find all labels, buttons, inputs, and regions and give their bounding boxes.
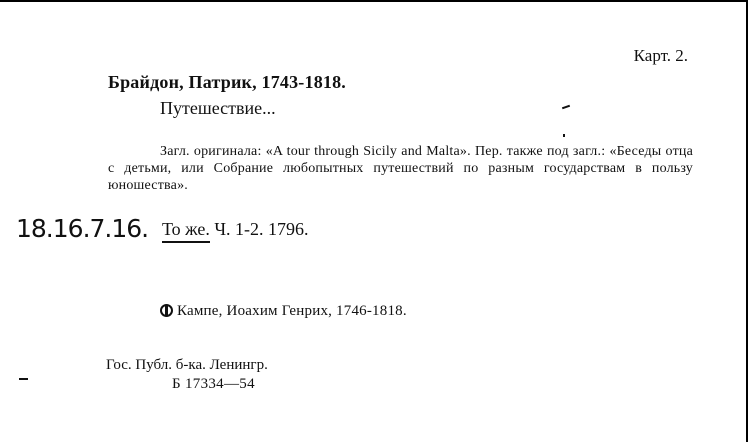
pencil-mark (562, 105, 570, 110)
pencil-mark (19, 378, 28, 380)
card-number: Карт. 2. (633, 46, 688, 65)
same-work-reference: То же. (162, 218, 210, 243)
coauthor-name: Кампе, Иоахим Генрих, 1746-1818. (177, 303, 407, 319)
work-title: Путешествие... (160, 98, 276, 118)
author-heading: Брайдон, Патрик, 1743-1818. (108, 72, 347, 92)
bibliographic-notes: Загл. оригинала: «A tour through Sicily and Malta». Пер. также под загл.: «Беседы отца с детьми, или Собрание любопытных путешествий по разным государствам в пользу юношества». (108, 144, 693, 193)
added-entry-mark-icon (160, 304, 173, 317)
handwritten-shelfmark: 18.16.7.16. (16, 214, 149, 243)
library-name: Гос. Публ. б-ка. Ленингр. (106, 357, 268, 373)
pencil-mark (563, 134, 565, 137)
coauthor-line (160, 302, 407, 320)
volume-line (162, 218, 309, 243)
volume-detail: Ч. 1-2. 1796. (214, 219, 309, 239)
library-shelf-number: Б 17334—54 (172, 376, 255, 392)
